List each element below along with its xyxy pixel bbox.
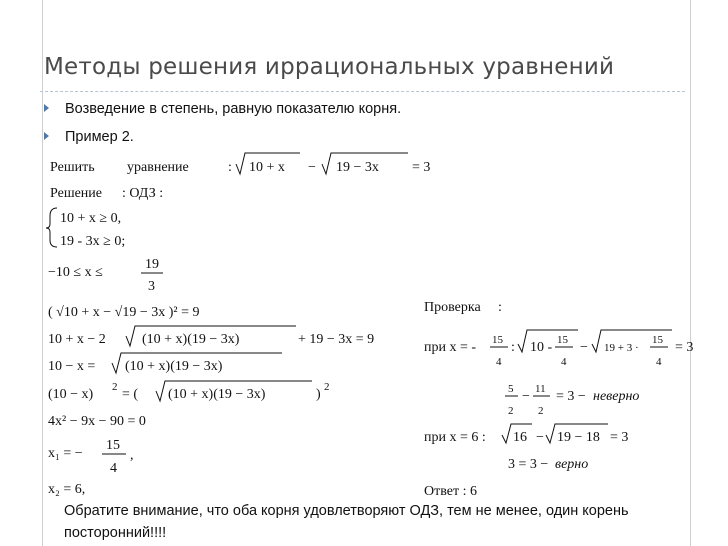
c1-numerator: 15 — [492, 334, 503, 346]
conclusion-note: Обратите внимание, что оба корня удовлетворяют ОДЗ, тем не менее, один корень посторонний!!!! — [64, 503, 629, 541]
c1-eq: = 3 — [675, 340, 694, 355]
odz-label: : ОДЗ : — [122, 186, 164, 201]
bullet-text-2: Пример 2. — [65, 129, 134, 145]
step-2-a: 10 + x − 2 — [48, 332, 106, 347]
range-denominator: 3 — [148, 279, 155, 294]
c2-numerator-1: 5 — [508, 383, 514, 395]
slide-title: Методы решения иррациональных уравнений — [44, 54, 615, 80]
check-pri-2: при x = 6 : — [424, 430, 486, 445]
check-pri-1: при x = - — [424, 340, 477, 355]
task-equation-label: уравнение — [127, 160, 189, 175]
bullet-text-1: Возведение в степень, равную показателю корня. — [65, 101, 402, 117]
solution-label: Решение — [50, 186, 103, 201]
system-line-2: 19 - 3x ≥ 0; — [60, 234, 126, 249]
range-left: −10 ≤ x ≤ — [48, 265, 103, 280]
step-3-b: (10 + x)(19 − 3x) — [125, 359, 223, 374]
c1-minus: − — [580, 340, 588, 355]
step-2-c: + 19 − 3x = 9 — [298, 332, 375, 347]
step-4-c: (10 + x)(19 − 3x) — [168, 387, 266, 402]
c2-denominator-2: 2 — [538, 405, 544, 417]
step-1: ( √10 + x − √19 − 3x )² = 9 — [48, 305, 200, 320]
c1-denominator-3: 4 — [656, 356, 662, 368]
c2-numerator-2: 11 — [535, 383, 546, 395]
task-eq-result: = 3 — [412, 160, 431, 175]
step-5: 4x² − 9x − 90 = 0 — [48, 414, 146, 429]
c3-root-1: 16 — [513, 430, 527, 445]
x1-numerator: 15 — [106, 438, 120, 453]
x1-label: x₁ = − — [48, 446, 83, 461]
c2-denominator-1: 2 — [508, 405, 514, 417]
step-3-a: 10 − x = — [48, 359, 96, 374]
system-line-1: 10 + x ≥ 0, — [60, 211, 122, 226]
task-eq-right: 19 − 3x — [336, 160, 379, 175]
answer: Ответ : 6 — [424, 484, 477, 499]
step-4-d: ) — [316, 387, 321, 402]
c1-denominator: 4 — [496, 356, 502, 368]
square-exponent: 2 — [324, 381, 330, 393]
minus-sign: − — [308, 160, 316, 175]
comma: , — [130, 448, 134, 463]
task-colon: : — [228, 160, 232, 175]
c2-eq: = 3 − — [556, 389, 586, 404]
c1-denominator-2: 4 — [561, 356, 567, 368]
square-exponent: 2 — [112, 381, 118, 393]
system-brace — [46, 208, 57, 247]
task-solve-label: Решить — [50, 160, 95, 175]
check-colon: : — [498, 300, 502, 315]
c2-minus: − — [522, 389, 530, 404]
step-4-b: = ( — [122, 387, 139, 402]
c1-mid: 10 - — [530, 340, 553, 355]
step-4-a: (10 − x) — [48, 387, 94, 402]
c3-eq: = 3 — [610, 430, 629, 445]
c2-verdict-false: неверно — [593, 389, 640, 404]
x2-value: x₂ = 6, — [48, 482, 86, 497]
c3-minus: − — [536, 430, 544, 445]
range-numerator: 19 — [145, 257, 159, 272]
task-eq-left: 10 + x — [249, 160, 285, 175]
c1-root2: 19 + 3 · — [604, 342, 639, 354]
c1-colon: : — [511, 340, 515, 355]
c4-verdict-true: верно — [555, 457, 589, 472]
c4-equation: 3 = 3 − — [508, 457, 549, 472]
c3-root-2: 19 − 18 — [557, 430, 600, 445]
step-2-b: (10 + x)(19 − 3x) — [142, 332, 240, 347]
c1-numerator-2: 15 — [557, 334, 568, 346]
c1-numerator-3: 15 — [652, 334, 663, 346]
x1-denominator: 4 — [110, 461, 117, 476]
check-label: Проверка — [424, 300, 481, 315]
